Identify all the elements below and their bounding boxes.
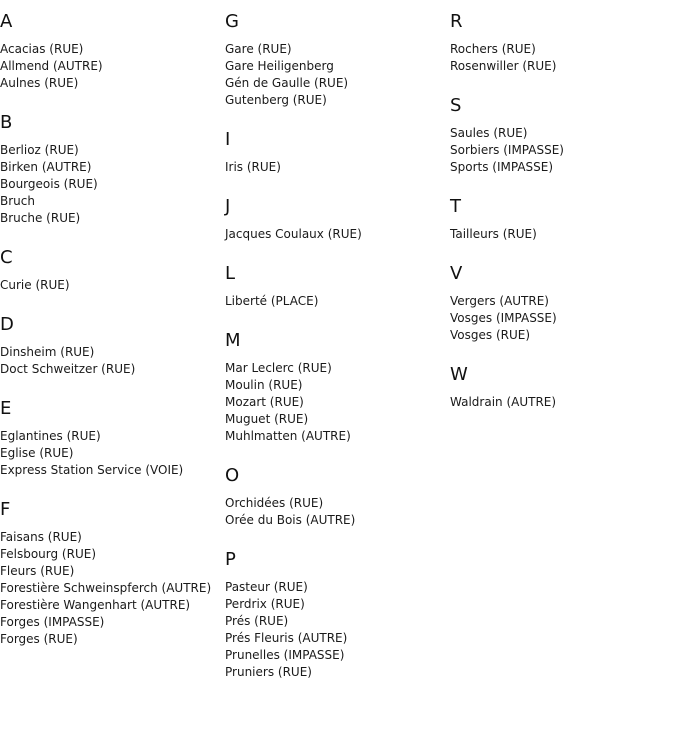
street-link[interactable]: Bruche (RUE) [0,211,81,225]
street-link[interactable]: Vergers (AUTRE) [450,294,549,308]
street-link[interactable]: Orée du Bois (AUTRE) [225,513,356,527]
letter-group-d [0,314,211,378]
street-link[interactable]: Birken (AUTRE) [0,160,92,174]
street-link[interactable]: Express Station Service (VOIE) [0,463,184,477]
letter-heading: F [0,499,11,520]
street-link[interactable]: Orchidées (RUE) [225,496,324,510]
letter-heading: I [225,129,231,150]
letter-group-g [225,11,362,109]
letter-heading: A [0,11,13,32]
street-link[interactable]: Pruniers (RUE) [225,665,312,679]
letter-group-j [225,196,362,243]
letter-heading: R [450,11,463,32]
letter-group-p [225,549,362,681]
street-list [450,293,564,344]
letter-heading: M [225,330,241,351]
letter-group-f [0,499,211,648]
street-link[interactable]: Forestière Wangenhart (AUTRE) [0,598,191,612]
letter-group-v [450,263,564,344]
letter-group-t [450,196,564,243]
street-list [450,41,564,75]
letter-heading: P [225,549,236,570]
street-link[interactable]: Prés Fleuris (AUTRE) [225,631,348,645]
street-link[interactable]: Fleurs (RUE) [0,564,75,578]
street-link[interactable]: Doct Schweitzer (RUE) [0,362,136,376]
street-list [225,495,362,529]
street-link[interactable]: Eglantines (RUE) [0,429,101,443]
street-link[interactable]: Curie (RUE) [0,278,70,292]
letter-group-e [0,398,211,479]
street-link[interactable]: Gare (RUE) [225,42,292,56]
street-link[interactable]: Jacques Coulaux (RUE) [225,227,362,241]
street-link[interactable]: Bourgeois (RUE) [0,177,98,191]
street-link[interactable]: Prunelles (IMPASSE) [225,648,345,662]
street-link[interactable]: Mar Leclerc (RUE) [225,361,332,375]
street-link[interactable]: Vosges (IMPASSE) [450,311,557,325]
street-list [450,125,564,176]
street-list [225,226,362,243]
letter-heading: W [450,364,468,385]
letter-group-r [450,11,564,75]
street-list [225,293,362,310]
street-link[interactable]: Dinsheim (RUE) [0,345,95,359]
street-link[interactable]: Saules (RUE) [450,126,528,140]
street-index-column [450,0,564,411]
street-index-column [225,0,362,681]
street-list [225,159,362,176]
street-link[interactable]: Faisans (RUE) [0,530,82,544]
street-link[interactable]: Rochers (RUE) [450,42,536,56]
street-link[interactable]: Berlioz (RUE) [0,143,79,157]
street-list [0,41,211,92]
street-link[interactable]: Sports (IMPASSE) [450,160,554,174]
street-link[interactable]: Acacias (RUE) [0,42,84,56]
street-list [225,579,362,681]
street-list [225,360,362,445]
street-link[interactable]: Vosges (RUE) [450,328,531,342]
street-link[interactable]: Forges (RUE) [0,632,78,646]
street-link[interactable]: Tailleurs (RUE) [450,227,537,241]
letter-group-a [0,11,211,92]
street-link[interactable]: Bruch [0,194,35,208]
letter-heading: B [0,112,13,133]
street-index-column [0,0,211,648]
street-list [0,344,211,378]
letter-heading: C [0,247,13,268]
street-link[interactable]: Forestière Schweinspferch (AUTRE) [0,581,212,595]
street-link[interactable]: Felsbourg (RUE) [0,547,96,561]
street-link[interactable]: Eglise (RUE) [0,446,74,460]
street-list [0,428,211,479]
street-list [0,277,211,294]
street-link[interactable]: Rosenwiller (RUE) [450,59,557,73]
street-link[interactable]: Gare Heiligenberg [225,59,334,73]
letter-group-i [225,129,362,176]
letter-heading: V [450,263,463,284]
street-link[interactable]: Prés (RUE) [225,614,289,628]
letter-group-b [0,112,211,227]
letter-heading: J [225,196,231,217]
street-link[interactable]: Liberté (PLACE) [225,294,319,308]
letter-heading: L [225,263,236,284]
letter-group-m [225,330,362,445]
letter-group-s [450,95,564,176]
letter-heading: G [225,11,239,32]
letter-heading: O [225,465,240,486]
street-link[interactable]: Gén de Gaulle (RUE) [225,76,349,90]
street-link[interactable]: Moulin (RUE) [225,378,303,392]
letter-heading: T [450,196,461,217]
street-link[interactable]: Pasteur (RUE) [225,580,308,594]
street-link[interactable]: Waldrain (AUTRE) [450,395,557,409]
street-list [450,226,564,243]
letter-group-c [0,247,211,294]
street-link[interactable]: Forges (IMPASSE) [0,615,105,629]
street-link[interactable]: Perdrix (RUE) [225,597,305,611]
street-link[interactable]: Sorbiers (IMPASSE) [450,143,564,157]
street-link[interactable]: Gutenberg (RUE) [225,93,327,107]
letter-group-l [225,263,362,310]
street-link[interactable]: Aulnes (RUE) [0,76,79,90]
street-link[interactable]: Muguet (RUE) [225,412,309,426]
street-list [0,529,211,648]
street-list [450,394,564,411]
letter-heading: E [0,398,12,419]
street-link[interactable]: Iris (RUE) [225,160,281,174]
street-link[interactable]: Allmend (AUTRE) [0,59,103,73]
letter-heading: S [450,95,462,116]
street-link[interactable]: Mozart (RUE) [225,395,304,409]
street-list [0,142,211,227]
letter-group-w [450,364,564,411]
street-list [225,41,362,109]
letter-group-o [225,465,362,529]
street-link[interactable]: Muhlmatten (AUTRE) [225,429,351,443]
letter-heading: D [0,314,14,335]
